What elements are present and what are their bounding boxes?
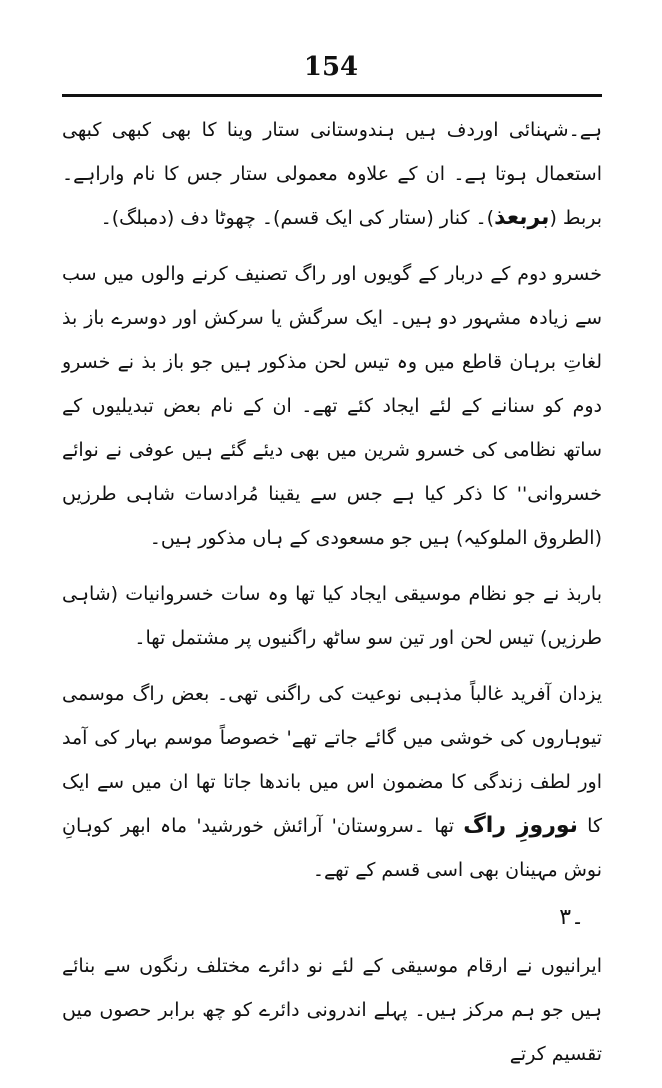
paragraph-seasonal-ragas xyxy=(62,672,602,892)
section-marker xyxy=(62,896,602,940)
paragraph-text: ہے۔شہنائی اوردف ہیں ہندوستانی ستار وینا کا بھی کبھی کبھی استعمال ہوتا ہے۔ ان کے علاوہ معمولی ستار جس کا نام واراہے۔ بربط ( xyxy=(62,119,602,229)
paragraph-barbad-system: باربذ نے جو نظام موسیقی ایجاد کیا تھا وہ سات خسروانیات (شاہی طرزیں) تیس لحن اور تین سو ساٹھ راگنیوں پر مشتمل تھا۔ xyxy=(62,583,602,649)
header-rule xyxy=(62,94,602,97)
paragraph-court-musicians: خسرو دوم کے دربار کے گویوں اور راگ تصنیف کرنے والوں میں سب سے زیادہ مشہور دو ہیں۔ ایک سرگش یا سرکش اور دوسرے باز بذ لغاتِ برہان قاطع میں وہ تیس لحن مذکور ہیں جو باز بذ نے خسرو دوم کو سنانے کے لئے ایجاد کئے تھے۔ ان کے نام بعض تبدیلیوں کے ساتھ نظامی کی خسرو شرین میں بھی دیئے گئے ہیں عوفی نے نوائے خسروانی'' کا ذکر کیا ہے جس سے یقینا مُرادسات شاہی طرزیں (الطروق الملوکیہ) ہیں جو مسعودی کے ہاں مذکور ہیں۔ xyxy=(62,263,602,549)
paragraph-instruments xyxy=(62,108,602,240)
paragraph-text: تھا ۔سروستان' آرائش خورشید' ماہ ابھر کوہانِ نوش مہینان بھی اسی قسم کے تھے۔ xyxy=(62,815,602,881)
page-number: 154 xyxy=(303,52,359,82)
section-number: ۔۳ xyxy=(559,905,584,930)
paragraph-text: یزدان آفرید غالباً مذہبی نوعیت کی راگنی تھی۔ بعض راگ موسمی تیوہاروں کی خوشی میں گائے جاتے تھے' خصوصاً موسم بہار کی آمد اور لطف زندگی کا مضمون اس میں باندھا جاتا تھا ان میں سے ایک کا xyxy=(62,683,603,837)
paragraph-music-notation: ایرانیوں نے ارقام موسیقی کے لئے نو دائرے مختلف رنگوں سے بنائے ہیں جو ہم مرکز ہیں۔ پہلے اندرونی دائرے کو چھ برابر حصوں میں تقسیم کرتے xyxy=(62,955,602,1065)
paragraph-text: )۔ کنار (ستار کی ایک قسم)۔ چھوٹا دف (دمبلگ)۔ xyxy=(100,207,495,229)
bold-term-barbaz: بربعذ xyxy=(494,205,550,230)
bold-term-nowruz-raag: نوروزِ راگ xyxy=(463,813,578,838)
page-body xyxy=(62,108,602,1088)
